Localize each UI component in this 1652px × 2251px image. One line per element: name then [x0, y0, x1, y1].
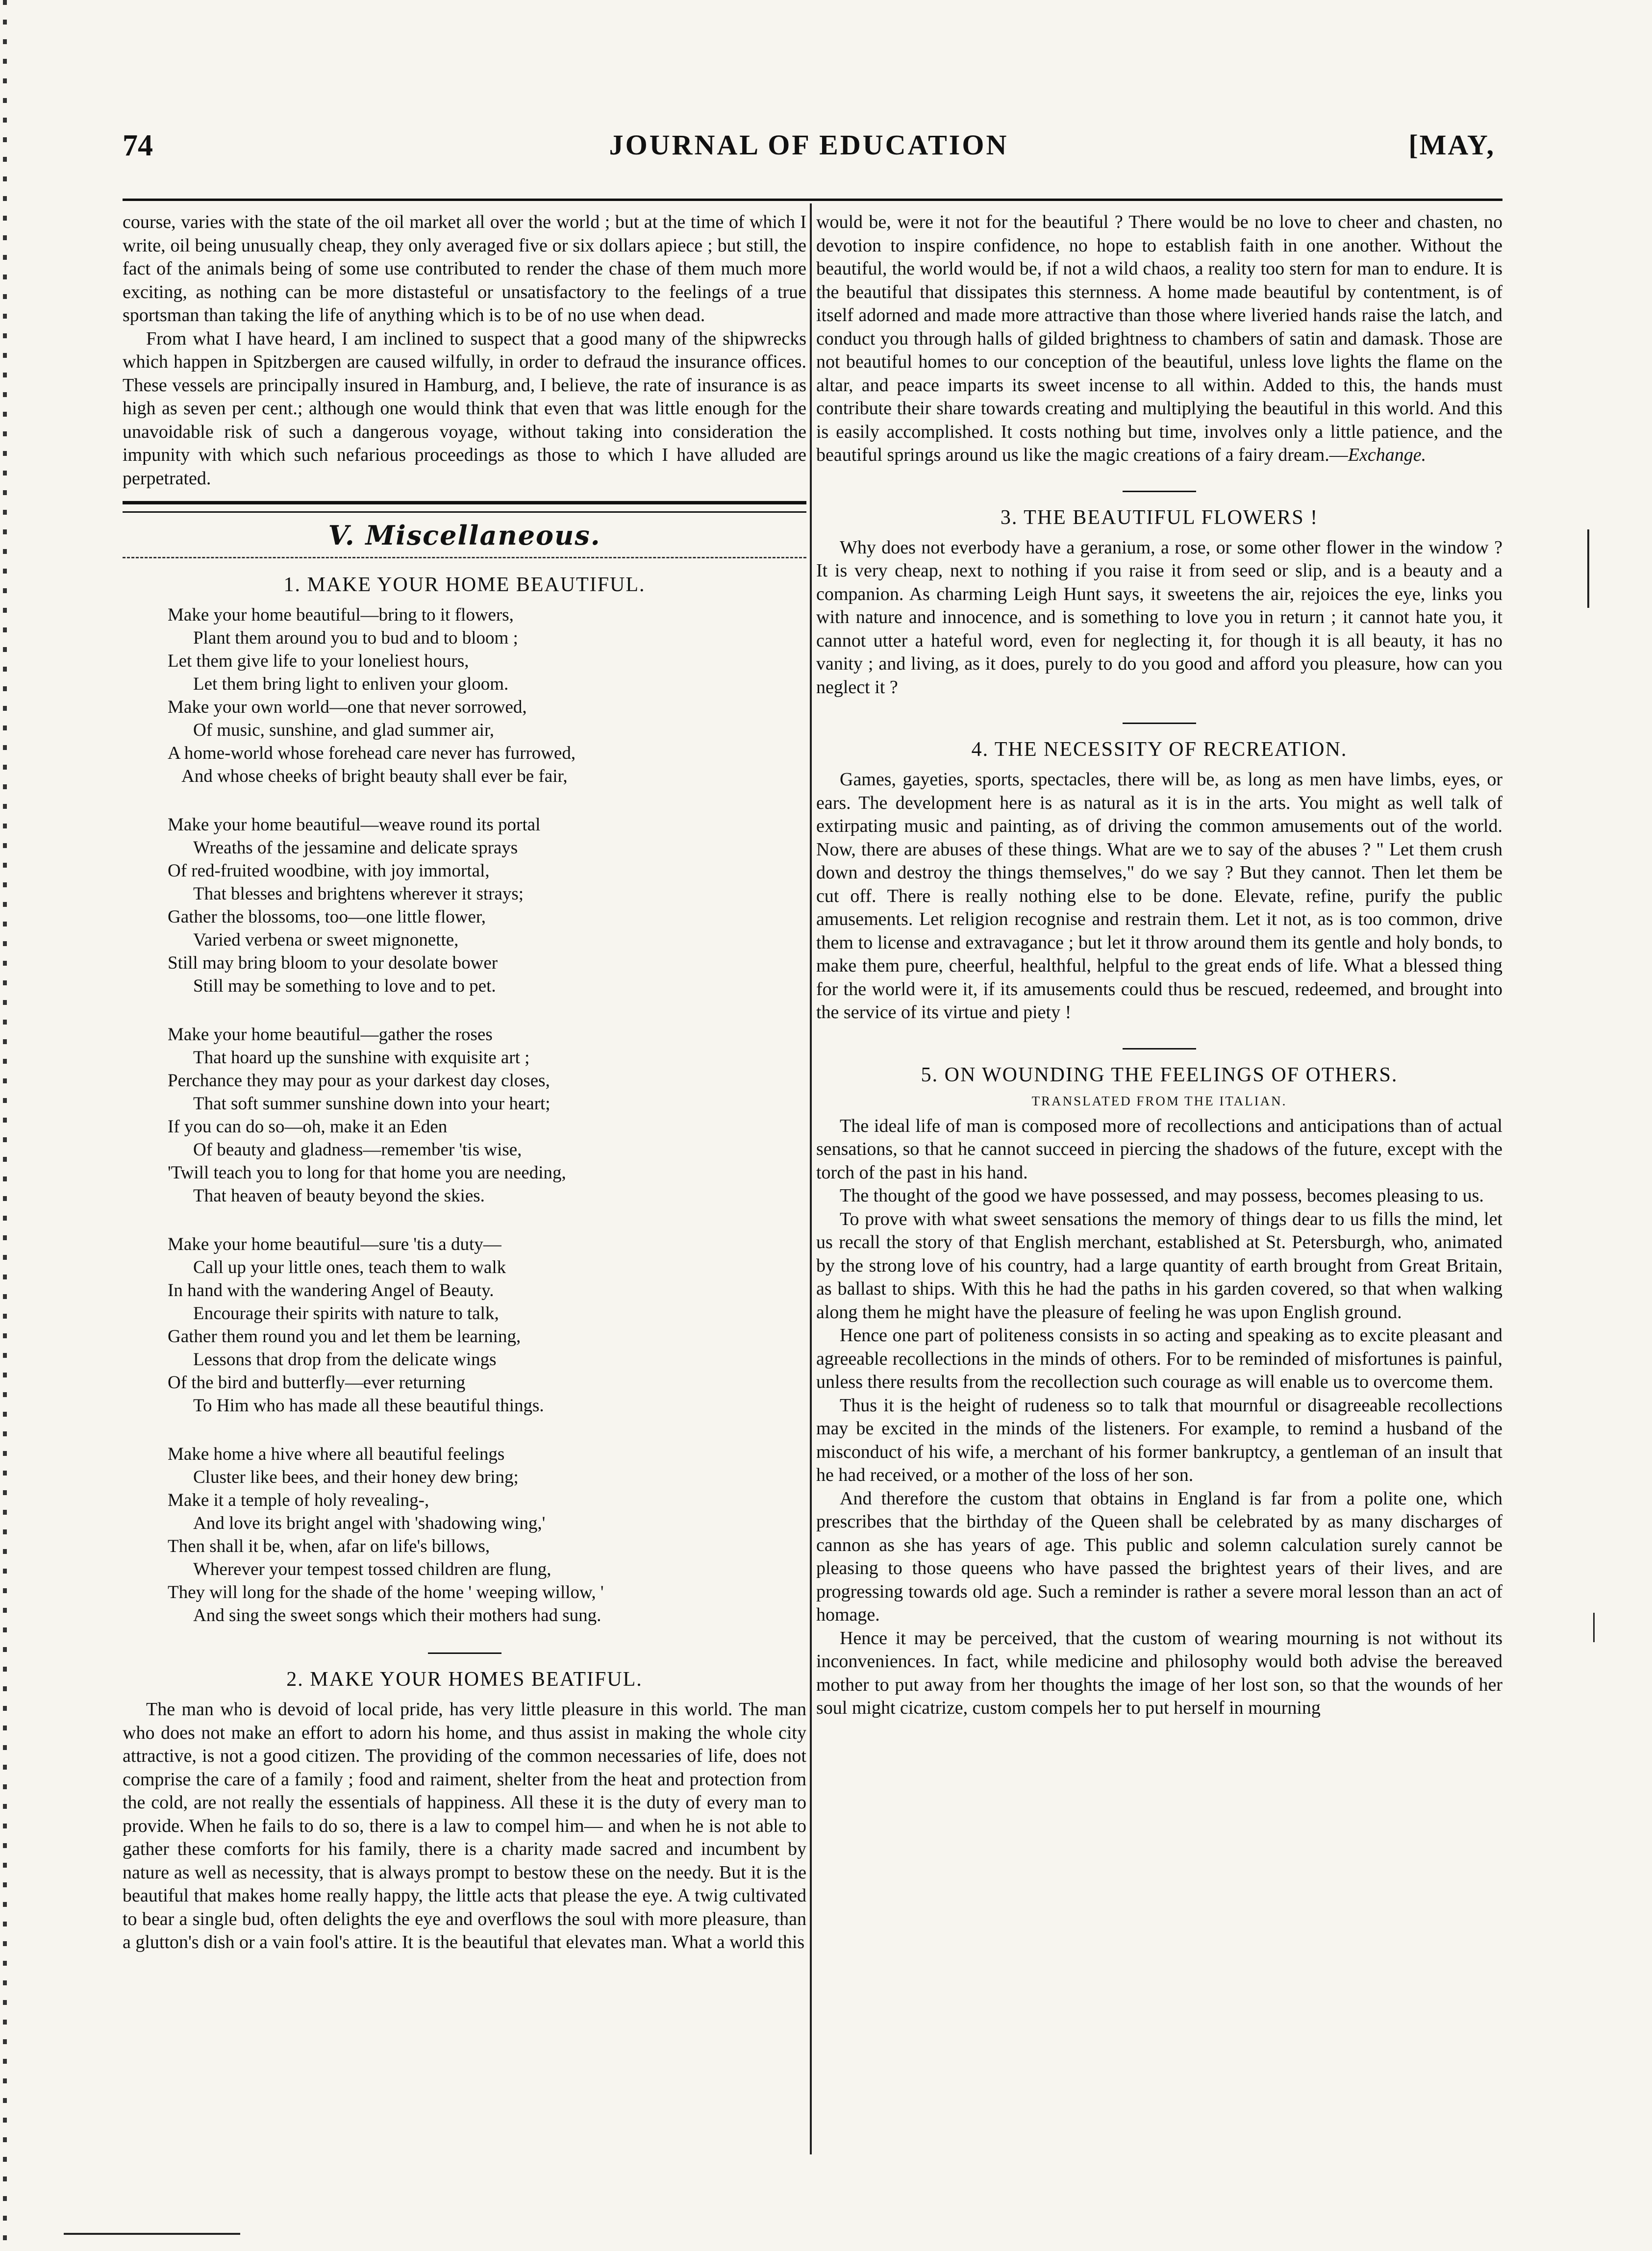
page-number: 74	[123, 129, 153, 162]
article-title: 2. MAKE YOUR HOMES BEATIFUL.	[286, 1668, 643, 1691]
article-paragraph: Why does not everbody have a geranium, a rose, or some other flower in the window ? It is very cheap, next to nothing if you raise it from seed or slip, and is a beauty and a companion. As charming Leigh Hunt says, it sweetens the air, rejoices the eye, links you with nature and innocence, and is something to love you in return ; it cannot hate you, it cannot utter a hateful word, even for neglecting it, for though it is all beauty, it has no vanity ; and living, as it does, purely to do you good and afford you pleasure, how can you neglect it ?	[816, 537, 1502, 698]
poem-line: That blesses and brightens wherever it strays;	[193, 884, 524, 904]
issue-month: [MAY,	[1408, 129, 1495, 161]
margin-binding-line	[3, 0, 7, 2251]
article-paragraph: Thus it is the height of rudeness so to talk that mournful or disagreeable recollections may be excited in the minds of the listeners. For example, to remind a husband of the misconduct of his wife, a merchant of his former bankruptcy, a gentleman of an insult that he had received, or a mother of the loss of her son.	[816, 1395, 1502, 1485]
poem-line: Gather the blossoms, too—one little flower,	[168, 907, 486, 927]
margin-mark	[1593, 1613, 1595, 1642]
article-paragraph: Games, gayeties, sports, spectacles, there will be, as long as men have limbs, eyes, or ears. The development here is as natural as it is in the arts. You might as well talk of extirpating music and painting, as of driving the common amusements out of the world. Now, there are abuses of these things. What are we to say of the abuses ? " Let them crush down and destroy the things themselves," do we say ? But they cannot. Then let them be cut off. There is really nothing else to be done. Elevate, refine, purify the public amusements. Let religion recognise and restrain them. Let it not, as is too common, drive them to license and extravagance ; but let it throw around them its gentle and holy bonds, to make them pure, cheerful, healthful, helpful to the great ends of life. What a blessed thing for the world were it, if its amusements could thus be rescued, redeemed, and brought into the service of its virtue and piety !	[816, 769, 1502, 1023]
poem-line: That soft summer sunshine down into your heart;	[193, 1094, 551, 1114]
poem-line: Plant them around you to bud and to bloom ;	[193, 628, 518, 648]
journal-title: JOURNAL OF EDUCATION	[609, 129, 1009, 161]
article-paragraph: And therefore the custom that obtains in England is far from a polite one, which prescribes that the birthday of the Queen shall be celebrated by as many discharges of cannon as she has years of age. This public and solemn calculation surely cannot be pleasing to those queens who have passed the brightest years of their lives, and are progressing towards old age. Such a reminder is rather a severe moral lesson than an act of homage.	[816, 1488, 1502, 1625]
right-column	[816, 211, 1502, 1720]
poem-line: That hoard up the sunshine with exquisite art ;	[193, 1048, 530, 1068]
poem-line: Wherever your tempest tossed children are flung,	[193, 1559, 551, 1579]
article-paragraph: Hence one part of politeness consists in so acting and speaking as to excite pleasant and agreeable recollections in the minds of others. For to be reminded of misfortunes is painful, unless there results from the recollection such courage as will enable us to overcome them.	[816, 1325, 1502, 1392]
article-title: 4. THE NECESSITY OF RECREATION.	[971, 738, 1348, 761]
poem-line: Perchance they may pour as your darkest day closes,	[168, 1071, 550, 1091]
poem-line: Varied verbena or sweet mignonette,	[193, 930, 459, 950]
poem-line: Lessons that drop from the delicate wings	[193, 1350, 497, 1370]
poem-stanza	[168, 1023, 806, 1207]
poem-line: Make your own world—one that never sorrowed,	[168, 697, 527, 717]
poem-stanza	[168, 1443, 806, 1627]
article-divider	[1123, 1048, 1196, 1050]
article-divider	[1123, 491, 1196, 492]
poem-line: Let them bring light to enliven your gloom.	[193, 674, 509, 694]
poem-line: Make your home beautiful—weave round its portal	[168, 815, 541, 835]
poem-line: Then shall it be, when, afar on life's billows,	[168, 1536, 490, 1556]
poem-line: And love its bright angel with 'shadowing wing,'	[193, 1513, 546, 1533]
continuation-paragraph	[816, 211, 1502, 467]
poem-line: Make your home beautiful—bring to it flowers,	[168, 605, 514, 625]
poem-line: That heaven of beauty beyond the skies.	[193, 1186, 485, 1206]
article-title: 1. MAKE YOUR HOME BEAUTIFUL.	[283, 574, 646, 596]
section-rule	[123, 501, 806, 513]
poem-line: Cluster like bees, and their honey dew bring;	[193, 1467, 519, 1487]
article-paragraph: The thought of the good we have possessed, and may possess, becomes pleasing to us.	[840, 1185, 1484, 1206]
poem-line: Make your home beautiful—gather the roses	[168, 1025, 493, 1045]
poem-line: Encourage their spirits with nature to talk,	[193, 1303, 499, 1324]
poem-line: Of music, sunshine, and glad summer air,	[193, 720, 495, 740]
article-paragraph: To prove with what sweet sensations the memory of things dear to us fills the mind, let us recall the story of that English merchant, established at St. Petersburgh, who, animated by the strong love of his country, had a large quantity of earth brought from Great Britain, as ballast to ships. With this he had the paths in his garden covered, so that when walking along them he might have the pleasure of feeling he was upon English ground.	[816, 1208, 1502, 1323]
article-paragraph: Hence it may be perceived, that the custom of wearing mourning is not without its inconveniences. In fact, while medicine and philosophy would both advise the bereaved mother to put away from her thoughts the image of her lost son, so that the wounds of her soul might cicatrize, custom compels her to put herself in mourning	[816, 1627, 1502, 1718]
poem-line: In hand with the wandering Angel of Beauty.	[168, 1280, 494, 1301]
intro-paragraph: course, varies with the state of the oil market all over the world ; but at the time of which I write, oil being unusually cheap, they only averaged five or six dollars apiece ; but still, the fact of the animals being of some use contributed to render the chase of them much more exciting, as nothing can be more distasteful or unsatisfactory to the feelings of a true sportsman than taking the life of anything which is to be of no use when dead.	[123, 212, 806, 325]
bottom-margin-mark	[64, 2233, 240, 2235]
poem-stanza	[168, 1233, 806, 1417]
article-title: 5. ON WOUNDING THE FEELINGS OF OTHERS.	[921, 1063, 1398, 1086]
poem-line: Make your home beautiful—sure 'tis a duty—	[168, 1234, 501, 1254]
poem-line: And whose cheeks of bright beauty shall ever be fair,	[181, 766, 568, 786]
poem-line: And sing the sweet songs which their mothers had sung.	[193, 1605, 601, 1626]
poem-line: Gather them round you and let them be learning,	[168, 1326, 521, 1347]
poem-line: Make home a hive where all beautiful feelings	[168, 1444, 505, 1464]
poem-line: Make it a temple of holy revealing-,	[168, 1490, 429, 1510]
section-heading: V. Miscellaneous.	[328, 520, 601, 551]
poem-line: A home-world whose forehead care never has furrowed,	[168, 743, 576, 763]
poem-line: Of beauty and gladness—remember 'tis wise,	[193, 1140, 522, 1160]
header-rule	[123, 199, 1502, 201]
poem-line: Let them give life to your loneliest hours,	[168, 651, 469, 671]
intro-paragraph: From what I have heard, I am inclined to suspect that a good many of the shipwrecks which happen in Spitzbergen are caused wilfully, in order to defraud the insurance offices. These vessels are principally insured in Hamburg, and, I believe, the rate of insurance is as high as seven per cent.; although one would think that even that was little enough for the unavoidable risk of such a dangerous voyage, without taking into consideration the impunity with which such nefarious proceedings as those to which I have alluded are perpetrated.	[123, 328, 806, 489]
article-divider	[428, 1652, 501, 1654]
article-paragraph: The man who is devoid of local pride, has very little pleasure in this world. The man who does not make an effort to adorn his home, and thus assist in making the whole city attractive, is not a good citizen. The providing of the common necessaries of life, does not comprise the care of a family ; food and raiment, shelter from the heat and protection from the cold, are not really the essentials of happiness. All these it is the duty of every man to provide. When he fails to do so, there is a law to compel him— and when he is not able to gather these comforts for his family, there is a charity made sacred and incumbent by nature as well as necessity, that is always prompt to bestow these on the needy. But it is the beautiful that makes home really happy, the little acts that please the eye. A twig cultivated to bear a single bud, often delights the eye and overflows the soul with more pleasure, than a glutton's dish or a vain fool's attire. It is the beautiful that elevates man. What a world this	[123, 1699, 806, 1952]
poem	[168, 603, 806, 1627]
source-credit: Exchange.	[1348, 445, 1427, 465]
section-rule-wavy	[123, 557, 806, 561]
article-paragraph: The ideal life of man is composed more of recollections and anticipations than of actual sensations, so that he cannot succeed in piercing the shadows of the future, except with the torch of the past in his hand.	[816, 1115, 1502, 1183]
poem-line: If you can do so—oh, make it an Eden	[168, 1117, 448, 1137]
poem-line: Still may bring bloom to your desolate bower	[168, 953, 498, 973]
poem-line: To Him who has made all these beautiful things.	[193, 1396, 544, 1416]
left-column	[123, 211, 806, 1954]
poem-line: 'Twill teach you to long for that home you are needing,	[168, 1163, 566, 1183]
column-separator	[810, 203, 812, 2154]
poem-line: Of red-fruited woodbine, with joy immortal,	[168, 861, 490, 881]
poem-line: Still may be something to love and to pet.	[193, 976, 496, 996]
poem-stanza	[168, 603, 806, 788]
article-divider	[1123, 723, 1196, 724]
page-header	[123, 128, 1495, 173]
poem-line: Wreaths of the jessamine and delicate sprays	[193, 838, 518, 858]
poem-stanza	[168, 813, 806, 998]
margin-mark	[1587, 529, 1589, 608]
poem-line: They will long for the shade of the home ' weeping willow, '	[168, 1582, 604, 1602]
continuation-text: would be, were it not for the beautiful ? There would be no love to cheer and chasten, no devotion to inspire confidence, no hope to establish faith in one another. Without the beautiful, the world would be, if not a wild chaos, a reality too stern for man to endure. It is the beautiful that dissipates this sternness. A home made beautiful by contentment, is of itself adorned and made more attractive than those where liveried hands raise the latch, and conduct you through halls of gilded brightness to chambers of satin and damask. Those are not beautiful homes to our conception of the beautiful, unless love lights the flame on the altar, and peace imparts its sweet incense to all within. Added to this, the hands must contribute their share towards creating and multiplying the beautiful in this world. And this is easily accomplished. It costs nothing but time, involves only a little patience, and the beautiful springs around us like the magic creations of a fairy dream.—	[816, 212, 1502, 465]
poem-line: Of the bird and butterfly—ever returning	[168, 1373, 466, 1393]
article-title: 3. THE BEAUTIFUL FLOWERS !	[1000, 506, 1319, 529]
article-subtitle: TRANSLATED FROM THE ITALIAN.	[1031, 1093, 1287, 1108]
poem-line: Call up your little ones, teach them to walk	[193, 1257, 506, 1277]
